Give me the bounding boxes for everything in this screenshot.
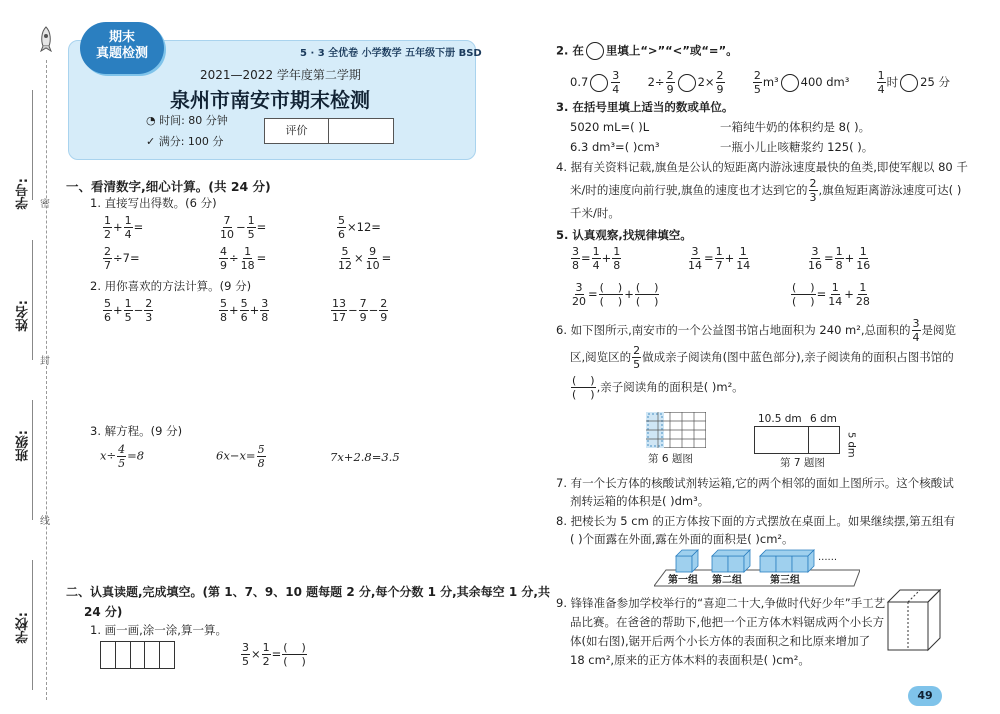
q1-prompt: 1. 直接写出得数。(6 分) — [90, 196, 217, 210]
equation-a-right: =8 — [127, 448, 145, 463]
q2-1-expression: $\frac{3}{5}$ × $\frac{1}{2}$ = $\frac{( )}{( )}$ — [242, 641, 306, 668]
blank-circle — [586, 42, 604, 60]
q1-item-c: $\frac{5}{6}$ ×12= — [338, 214, 381, 241]
seal-word-feng: 封 — [40, 356, 50, 367]
r-q7-line2: 剂转运箱的体积是( )dm³。 — [570, 494, 710, 508]
page-number: 49 — [917, 689, 933, 702]
q1-item-f: $\frac{5}{12}$ × $\frac{9}{10}$ = — [338, 245, 392, 272]
compare-c: $\frac{2}{5}$ m³ 400 dm³ — [753, 69, 850, 96]
equation-a-left: x÷ — [100, 448, 117, 463]
r-q4-line3: 千米/时。 — [570, 206, 620, 220]
q1-item-d: $\frac{2}{7}$ ÷7= — [104, 245, 140, 272]
q1-item-e: $\frac{4}{9}$ ÷ $\frac{1}{18}$ = — [220, 245, 267, 272]
name-label: 姓名: — [16, 300, 31, 332]
r-q3-prompt: 3. 在括号里填上适当的数或单位。 — [556, 100, 734, 114]
section-1-heading: 一、看清数字,细心计算。(共 24 分) — [66, 179, 271, 194]
group2-label: 第二组 — [712, 575, 742, 586]
r-q4-line2: 米/时的速度向前行驶,旗鱼的速度也才达到它的 $\frac{2}{3}$ ,旗鱼短距离游泳速度可达( ) — [570, 177, 962, 204]
r-q3-left2: 6.3 dm³=( )cm³ — [570, 140, 660, 154]
q1-item-a: $\frac{1}{2}$ + $\frac{1}{4}$ = — [104, 214, 144, 241]
compare-a: 0.7 $\frac{3}{4}$ — [570, 69, 620, 96]
r-q2-prompt: 2. 在 里填上“>”“<”或“=”。 — [556, 42, 738, 60]
r-q6-line3: $\frac{( )}{( )}$ ,亲子阅读角的面积是( )m²。 — [572, 374, 744, 401]
continuation-dots: ······ — [818, 555, 838, 566]
time-info — [146, 112, 228, 128]
rocket-icon — [38, 26, 54, 52]
header-badge — [80, 22, 164, 74]
q1-item-b: $\frac{7}{10}$ − $\frac{1}{5}$ = — [220, 214, 267, 241]
school-label: 学校: — [16, 612, 31, 644]
r-q9-line4: 18 cm²,原来的正方体木料的表面积是( )cm²。 — [570, 653, 810, 667]
q2-item-a: $\frac{5}{6}$ + $\frac{1}{5}$ − $\frac{2}{3}$ — [104, 297, 153, 324]
score-info — [146, 133, 223, 149]
dim-length: 10.5 dm — [758, 413, 802, 425]
box-faces-figure — [754, 426, 840, 454]
fig7-caption: 第 7 题图 — [780, 457, 825, 469]
compare-d: $\frac{1}{4}$ 时 25 分 — [877, 69, 950, 96]
group3-label: 第三组 — [770, 575, 800, 586]
r-q3-right2: 一瓶小儿止咳糖浆约 125( )。 — [720, 140, 874, 154]
fig6-caption: 第 6 题图 — [648, 453, 693, 465]
equation-b-text: 6x−x= — [216, 448, 256, 463]
equation-a: x÷ $\frac{4}{5}$ =8 — [100, 443, 145, 470]
r-q9-line2: 品比赛。在爸爸的帮助下,他把一个正方体木料锯成两个小长方 — [570, 615, 885, 629]
q2-item-b: $\frac{5}{8}$ + $\frac{5}{6}$ + $\frac{3}{8}$ — [220, 297, 269, 324]
split-cube-figure — [884, 586, 944, 659]
r-q9-line1: 9. 锋锋准备参加学校举行的“喜迎二十大,争做时代好少年”手工艺 — [556, 596, 886, 610]
r-q5-prompt: 5. 认真观察,找规律填空。 — [556, 228, 692, 242]
group1-label: 第一组 — [668, 575, 698, 586]
section-2-heading-cont: 24 分) — [84, 605, 123, 619]
eval-value — [329, 119, 393, 143]
library-grid-figure — [646, 412, 706, 451]
student-id-label: 学号: — [16, 178, 31, 210]
r-q9-line3: 体(如右图),锯开后两个小长方体的表面积之和比原来增加了 — [570, 634, 871, 648]
dim-height: 5 dm — [845, 432, 857, 458]
r-q3-right1: 一箱纯牛奶的体积约是 8( )。 — [720, 120, 871, 134]
pattern-a: $\frac{3}{8}$ = $\frac{1}{4}$ + $\frac{1}{8}$ — [572, 245, 621, 272]
seal-word-mi: 密 — [40, 199, 50, 210]
check-icon: ✓ — [146, 135, 156, 148]
r-q8-line2: ( )个面露在外面,露在外面的面积是( )cm²。 — [570, 532, 794, 546]
pattern-c: $\frac{3}{16}$ = $\frac{1}{8}$ + $\frac{1}{16}$ — [808, 245, 871, 272]
pattern-e: $\frac{( )}{( )}$ = $\frac{1}{14}$ + $\frac{1}{28}$ — [792, 281, 870, 308]
section-2-heading: 二、认真读题,完成填空。(第 1、7、9、10 题每题 2 分,每个分数 1 分,其余每空 1 分,共 — [66, 585, 550, 599]
r-q7-line1: 7. 有一个长方体的核酸试剂转运箱,它的两个相邻的面如上图所示。这个核酸试 — [556, 476, 954, 490]
eval-label: 评价 — [265, 119, 329, 143]
series-label: 5 · 3 全优卷 小学数学 五年级下册 BSD — [300, 48, 482, 59]
class-label: 班级: — [16, 430, 31, 462]
page-title: 泉州市南安市期末检测 — [170, 88, 370, 112]
clock-icon: ◔ — [146, 114, 156, 127]
time-text: 时间: 80 分钟 — [159, 114, 228, 127]
seal-word-xian: 线 — [40, 516, 50, 527]
page-number-badge — [908, 686, 942, 706]
q2-item-c: $\frac{13}{17}$ − $\frac{7}{9}$ − $\frac{2}{9}$ — [332, 297, 388, 324]
q2-prompt: 2. 用你喜欢的方法计算。(9 分) — [90, 279, 252, 293]
r-q3-left1: 5020 mL=( )L — [570, 120, 650, 134]
badge-line1: 期末 — [108, 30, 135, 45]
r-q4-line1: 4. 据有关资料记载,旗鱼是公认的短距离内游泳速度最快的鱼类,即使军舰以 80 千 — [556, 160, 968, 174]
pattern-b: $\frac{3}{14}$ = $\frac{1}{7}$ + $\frac{1}{14}$ — [688, 245, 751, 272]
q2-1-prompt: 1. 画一画,涂一涂,算一算。 — [90, 623, 227, 637]
score-text: 满分: 100 分 — [158, 135, 224, 148]
compare-b: 2÷ $\frac{2}{9}$ 2× $\frac{2}{9}$ — [647, 69, 724, 96]
equation-c: 7x+2.8=3.5 — [330, 450, 400, 464]
equation-b: 6x−x= $\frac{5}{8}$ — [216, 443, 265, 470]
q3-prompt: 3. 解方程。(9 分) — [90, 424, 183, 438]
drawing-strip — [100, 641, 175, 669]
eval-box — [264, 118, 394, 144]
r-q8-line1: 8. 把棱长为 5 cm 的正方体按下面的方式摆放在桌面上。如果继续摆,第五组有 — [556, 514, 956, 528]
r-q6-line1: 6. 如下图所示,南安市的一个公益图书馆占地面积为 240 m²,总面积的 $\frac{3}{4}$ 是阅览 — [556, 317, 957, 344]
pattern-d: $\frac{3}{20}$ = $\frac{( )}{( )}$ + $\frac{( )}{( )}$ — [572, 281, 659, 308]
dim-width: 6 dm — [810, 413, 837, 425]
r-q2-items — [570, 70, 950, 95]
r-q6-line2: 区,阅览区的 $\frac{2}{5}$ 做成亲子阅读角(图中蓝色部分),亲子阅读角的面积占图书馆的 — [570, 344, 954, 371]
term-label: 2021—2022 学年度第二学期 — [200, 68, 361, 82]
badge-line2: 真题检测 — [95, 45, 148, 61]
